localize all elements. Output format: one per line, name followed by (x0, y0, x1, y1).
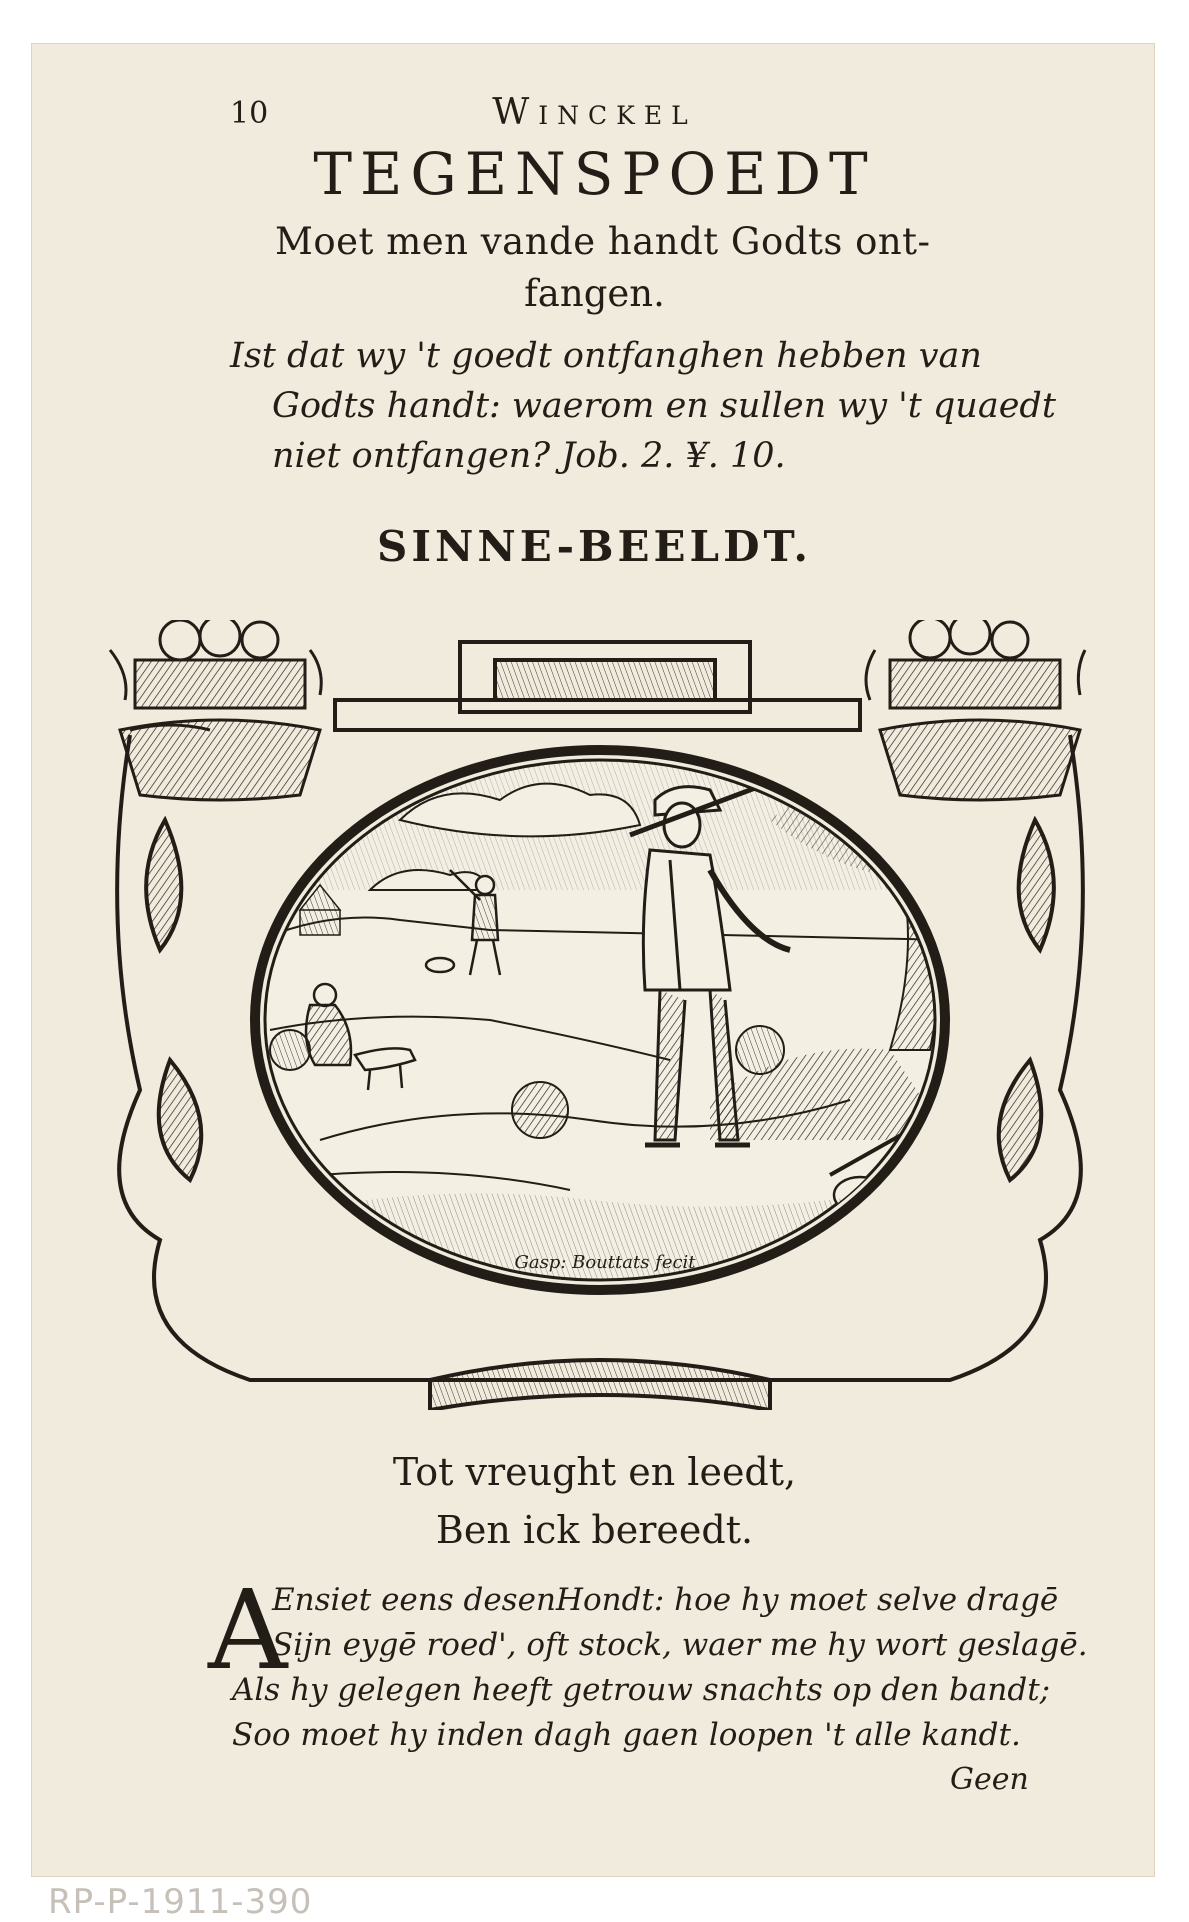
engraver-signature: Gasp: Bouttats fecit (514, 1252, 696, 1273)
verse-line-1: Tot vreught en leedt, (392, 1450, 797, 1494)
catchword: Geen (950, 1762, 1029, 1797)
scripture-line-2: Godts handt: waerom en sullen wy 't quaedt (272, 386, 1056, 426)
page-number: 10 (230, 96, 269, 131)
scripture-line-1: Ist dat wy 't goedt ontfanghen hebben van (230, 336, 982, 376)
subtitle-line-2: fangen. (524, 272, 665, 315)
page-title: TEGENSPOEDT (313, 140, 876, 208)
poem-line-4: Soo moet hy inden dagh gaen loopen 't alle kandt. (232, 1717, 1021, 1753)
running-head: Winckel (492, 92, 697, 133)
poem-drop-cap: A (208, 1566, 288, 1694)
poem-line-3: Als hy gelegen heeft getrouw snachts op den bandt; (232, 1672, 1051, 1708)
poem-line-2: Sijn eygē roed', oft stock, waer me hy wort geslagē. (272, 1627, 1088, 1663)
inventory-number: RP-P-1911-390 (48, 1882, 313, 1922)
right-fruit-basket (866, 620, 1085, 800)
left-fruit-basket (110, 620, 321, 800)
scripture-line-3: niet ontfangen? Job. 2. ¥. 10. (272, 436, 786, 476)
emblem-engraving (70, 620, 1130, 1410)
emblem-heading: SINNE-BEELDT. (377, 522, 812, 571)
subtitle-line-1: Moet men vande handt Godts ont- (275, 220, 931, 263)
verse-line-2: Ben ick bereedt. (435, 1508, 754, 1552)
poem-line-1: Ensiet eens desenHondt: hoe hy moet selve dragē (272, 1582, 1059, 1618)
